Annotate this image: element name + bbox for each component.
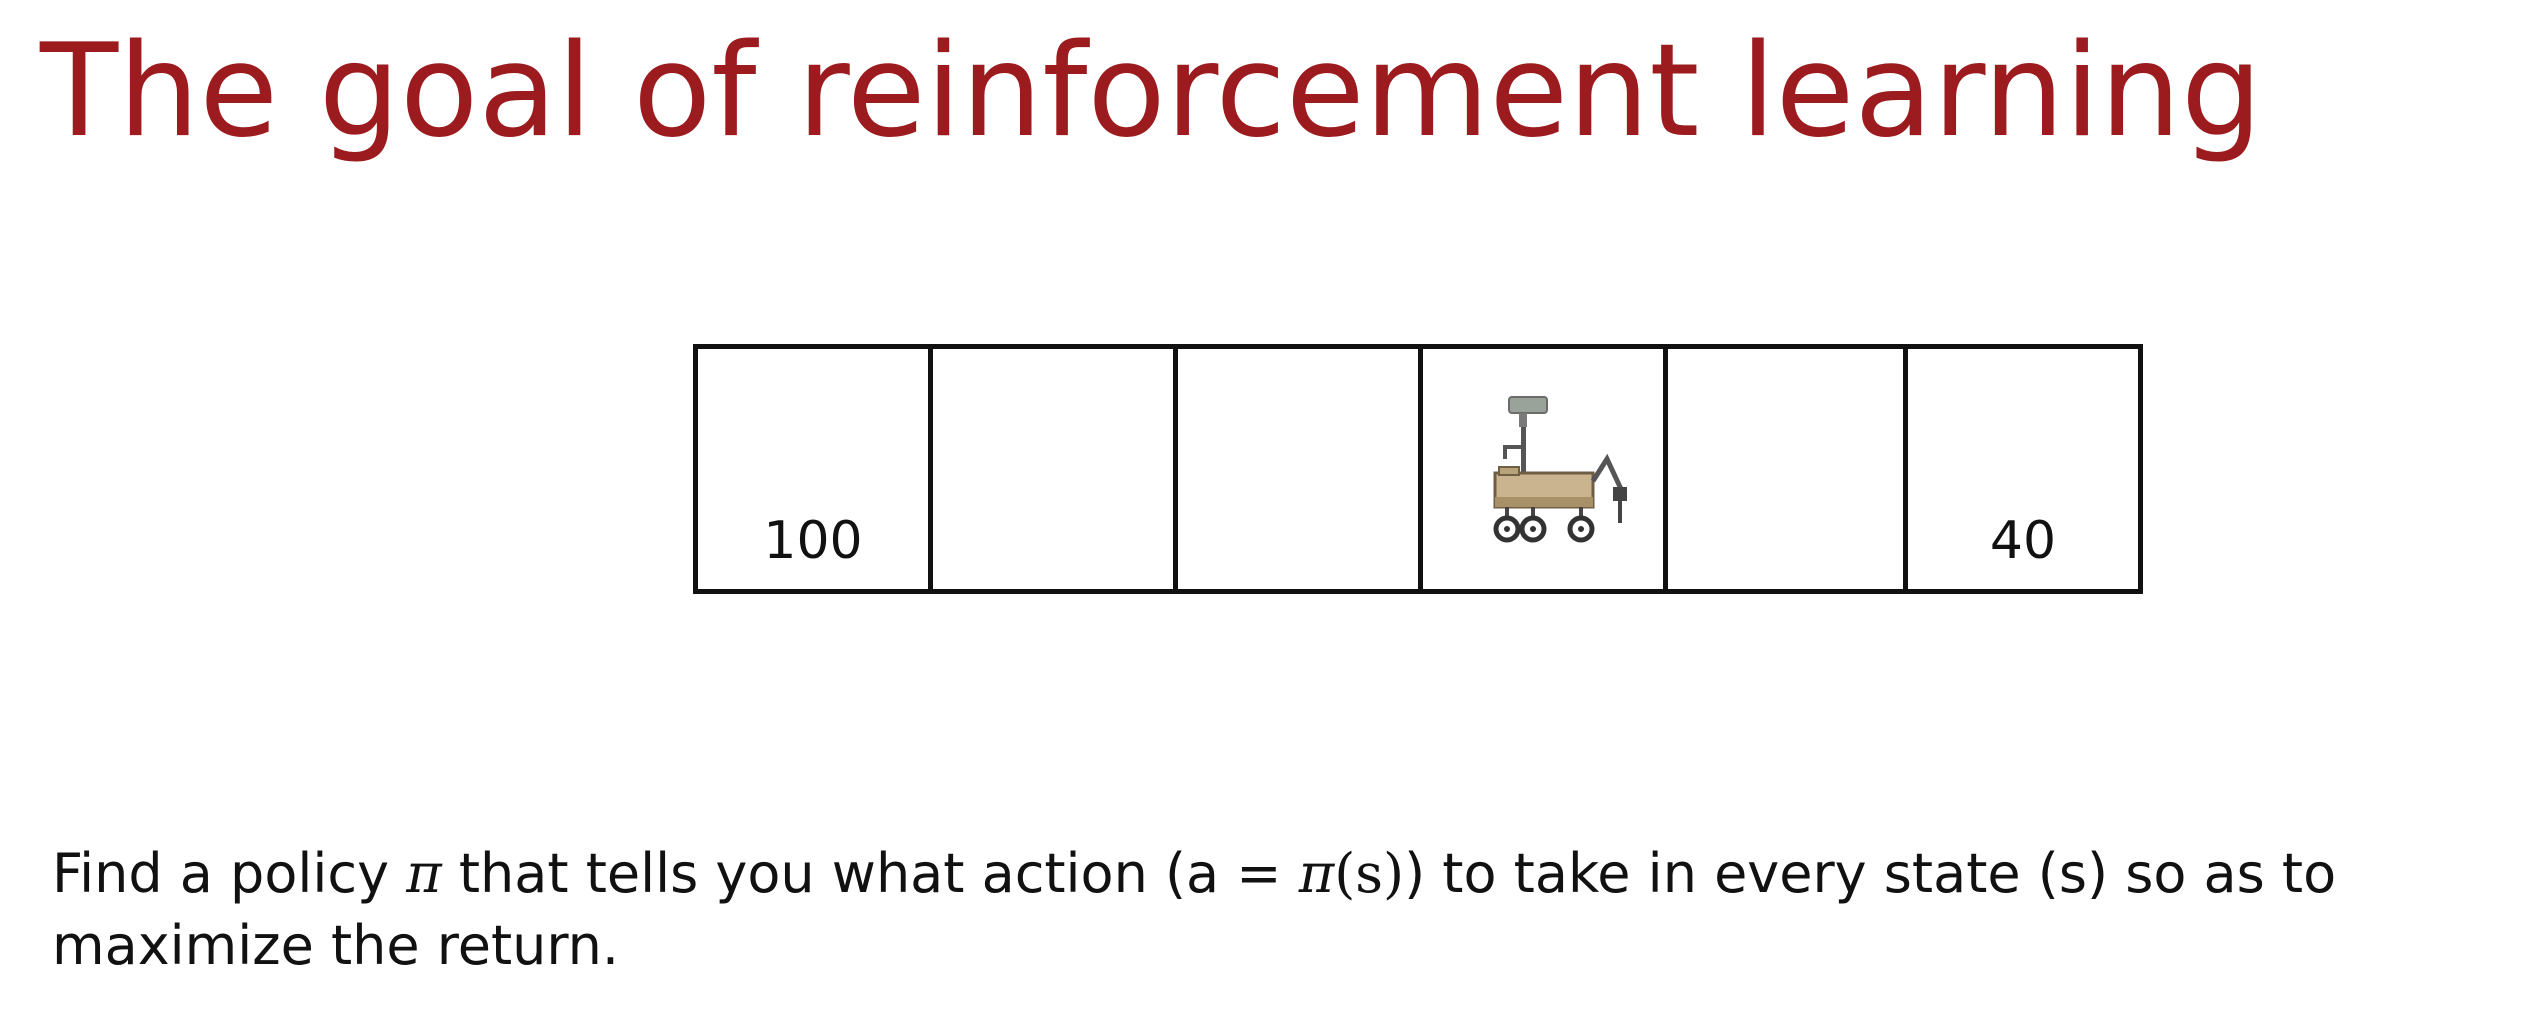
caption-part-3: ) to take in every state (s) so as to maximize the return.	[52, 842, 2337, 977]
state-grid	[693, 344, 2143, 594]
mars-rover-icon	[1459, 389, 1629, 549]
slide-title: The goal of reinforcement learning	[40, 17, 2263, 166]
reward-label-state-1: 100	[763, 511, 863, 571]
caption-part-2: that tells you what action (a =	[441, 842, 1299, 905]
reward-label-state-6: 40	[1989, 511, 2057, 571]
policy-caption	[52, 838, 2522, 982]
state-cell-5	[1663, 344, 1903, 594]
state-cell-2	[928, 344, 1173, 594]
pi-argument: (s)	[1334, 842, 1405, 905]
state-cell-6	[1903, 344, 2143, 594]
pi-symbol: π	[406, 842, 442, 905]
pi-symbol-2: π	[1298, 842, 1335, 905]
state-cell-4	[1418, 344, 1663, 594]
caption-part-1: Find a policy	[52, 842, 407, 905]
state-cell-3	[1173, 344, 1418, 594]
state-cell-1	[693, 344, 928, 594]
